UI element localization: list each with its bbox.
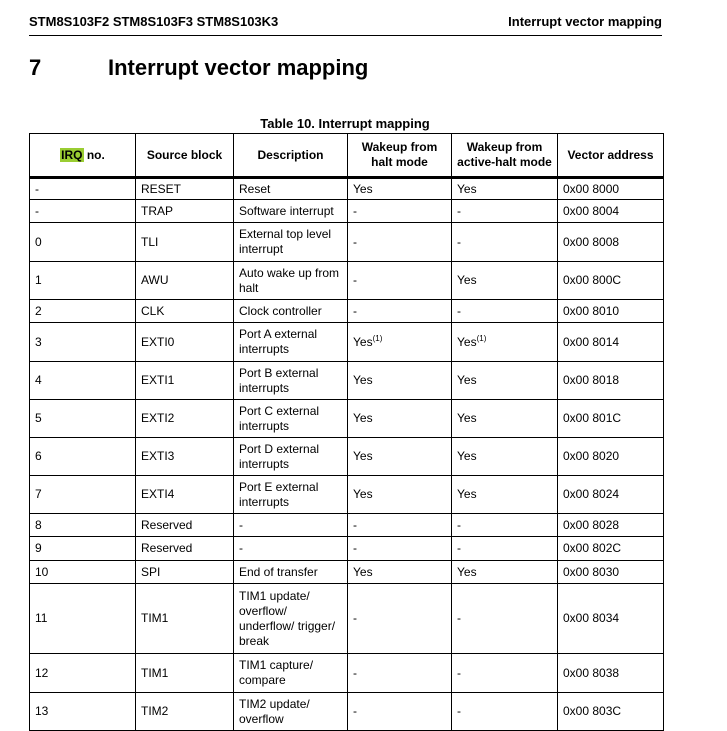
interrupt-mapping-table-container (29, 133, 664, 731)
cell-irq: 6 (30, 438, 136, 476)
cell-vector: 0x00 8018 (558, 362, 664, 400)
cell-description: - (234, 514, 348, 537)
cell-wakeup-halt: - (348, 654, 452, 693)
cell-wakeup-active: - (452, 223, 558, 262)
cell-wakeup-halt: Yes (348, 400, 452, 438)
cell-wakeup-halt-value: Yes (353, 334, 373, 349)
cell-wakeup-active: - (452, 300, 558, 323)
cell-source: TIM2 (136, 693, 234, 731)
table-row (30, 178, 664, 200)
cell-description: Port D external interrupts (234, 438, 348, 476)
cell-vector: 0x00 803C (558, 693, 664, 731)
cell-vector: 0x00 8030 (558, 561, 664, 584)
cell-irq: 0 (30, 223, 136, 262)
cell-irq: - (30, 200, 136, 223)
cell-vector: 0x00 8014 (558, 323, 664, 362)
cell-wakeup-active: Yes (452, 362, 558, 400)
section-title: Interrupt vector mapping (108, 55, 369, 80)
cell-wakeup-halt: Yes (348, 362, 452, 400)
table-row (30, 400, 664, 438)
header-wakeup-halt: Wakeup from halt mode (348, 134, 452, 178)
cell-source: Reserved (136, 514, 234, 537)
header-source-block: Source block (136, 134, 234, 178)
table-title: Table 10. Interrupt mapping (260, 116, 430, 131)
cell-vector: 0x00 801C (558, 400, 664, 438)
table-header-row (30, 134, 664, 178)
header-description: Description (234, 134, 348, 178)
cell-source: Reserved (136, 537, 234, 561)
cell-vector: 0x00 8028 (558, 514, 664, 537)
cell-source: TIM1 (136, 654, 234, 693)
cell-description: Port A external interrupts (234, 323, 348, 362)
cell-irq: 2 (30, 300, 136, 323)
cell-source: EXTI1 (136, 362, 234, 400)
cell-description: Clock controller (234, 300, 348, 323)
table-row (30, 223, 664, 262)
document-header-section: Interrupt vector mapping (508, 14, 662, 29)
cell-vector: 0x00 8024 (558, 476, 664, 514)
cell-irq: 12 (30, 654, 136, 693)
cell-vector: 0x00 8008 (558, 223, 664, 262)
section-number: 7 (29, 55, 42, 80)
header-wakeup-active-halt: Wakeup from active-halt mode (452, 134, 558, 178)
cell-irq: 1 (30, 262, 136, 300)
cell-irq: 11 (30, 584, 136, 654)
cell-irq: 4 (30, 362, 136, 400)
cell-irq: 10 (30, 561, 136, 584)
table-row (30, 537, 664, 561)
cell-wakeup-halt: - (348, 200, 452, 223)
cell-description: Auto wake up from halt (234, 262, 348, 300)
document-header-part-numbers: STM8S103F2 STM8S103F3 STM8S103K3 (29, 14, 279, 29)
cell-description: External top level interrupt (234, 223, 348, 262)
cell-description: TIM1 capture/ compare (234, 654, 348, 693)
cell-wakeup-halt: - (348, 584, 452, 654)
cell-wakeup-halt: - (348, 223, 452, 262)
cell-vector: 0x00 8034 (558, 584, 664, 654)
cell-description: TIM1 update/ overflow/ underflow/ trigger/ break (234, 584, 348, 654)
cell-wakeup-halt: Yes (348, 438, 452, 476)
cell-source: CLK (136, 300, 234, 323)
cell-source: RESET (136, 178, 234, 200)
cell-description: Reset (234, 178, 348, 200)
cell-description: End of transfer (234, 561, 348, 584)
table-row (30, 561, 664, 584)
search-highlight: IRQ (61, 147, 83, 162)
table-row (30, 200, 664, 223)
cell-irq: 13 (30, 693, 136, 731)
cell-wakeup-active: - (452, 514, 558, 537)
cell-wakeup-active: - (452, 537, 558, 561)
cell-wakeup-active: Yes (452, 561, 558, 584)
cell-vector: 0x00 8000 (558, 178, 664, 200)
cell-vector: 0x00 8038 (558, 654, 664, 693)
cell-wakeup-halt: - (348, 300, 452, 323)
cell-wakeup-active: - (452, 200, 558, 223)
cell-wakeup-active: Yes (452, 400, 558, 438)
cell-irq: 7 (30, 476, 136, 514)
cell-vector: 0x00 802C (558, 537, 664, 561)
table-row (30, 300, 664, 323)
header-divider (29, 35, 662, 36)
footnote-ref: (1) (476, 333, 487, 343)
cell-description: Port B external interrupts (234, 362, 348, 400)
cell-source: EXTI3 (136, 438, 234, 476)
cell-wakeup-halt: Yes (348, 476, 452, 514)
cell-wakeup-halt: - (348, 514, 452, 537)
cell-source: EXTI0 (136, 323, 234, 362)
header-irq-suffix: no. (83, 147, 105, 162)
cell-source: TRAP (136, 200, 234, 223)
cell-wakeup-halt (348, 323, 452, 362)
cell-source: TLI (136, 223, 234, 262)
interrupt-mapping-table (29, 133, 664, 731)
cell-source: SPI (136, 561, 234, 584)
cell-source: EXTI2 (136, 400, 234, 438)
cell-wakeup-active: - (452, 693, 558, 731)
cell-wakeup-active: - (452, 654, 558, 693)
header-irq-no (30, 134, 136, 178)
cell-vector: 0x00 8020 (558, 438, 664, 476)
cell-description: Port C external interrupts (234, 400, 348, 438)
cell-source: EXTI4 (136, 476, 234, 514)
cell-wakeup-active-value: Yes (457, 334, 477, 349)
cell-description: Port E external interrupts (234, 476, 348, 514)
table-row (30, 362, 664, 400)
cell-irq: - (30, 178, 136, 200)
cell-wakeup-halt: - (348, 693, 452, 731)
cell-vector: 0x00 800C (558, 262, 664, 300)
cell-wakeup-active: Yes (452, 438, 558, 476)
cell-description: - (234, 537, 348, 561)
cell-description: TIM2 update/ overflow (234, 693, 348, 731)
cell-wakeup-active: Yes (452, 178, 558, 200)
cell-wakeup-active: Yes (452, 262, 558, 300)
table-row (30, 323, 664, 362)
cell-wakeup-halt: - (348, 262, 452, 300)
cell-source: TIM1 (136, 584, 234, 654)
cell-vector: 0x00 8004 (558, 200, 664, 223)
header-vector-address: Vector address (558, 134, 664, 178)
cell-wakeup-active: Yes (452, 476, 558, 514)
cell-irq: 5 (30, 400, 136, 438)
table-row (30, 438, 664, 476)
table-row (30, 262, 664, 300)
table-row (30, 584, 664, 654)
cell-source: AWU (136, 262, 234, 300)
cell-wakeup-halt: - (348, 537, 452, 561)
cell-irq: 3 (30, 323, 136, 362)
table-row (30, 514, 664, 537)
cell-wakeup-active (452, 323, 558, 362)
cell-irq: 8 (30, 514, 136, 537)
cell-wakeup-halt: Yes (348, 178, 452, 200)
cell-irq: 9 (30, 537, 136, 561)
table-row (30, 654, 664, 693)
footnote-ref: (1) (372, 333, 383, 343)
cell-wakeup-halt: Yes (348, 561, 452, 584)
table-row (30, 476, 664, 514)
cell-description: Software interrupt (234, 200, 348, 223)
cell-wakeup-active: - (452, 584, 558, 654)
table-row (30, 693, 664, 731)
cell-vector: 0x00 8010 (558, 300, 664, 323)
